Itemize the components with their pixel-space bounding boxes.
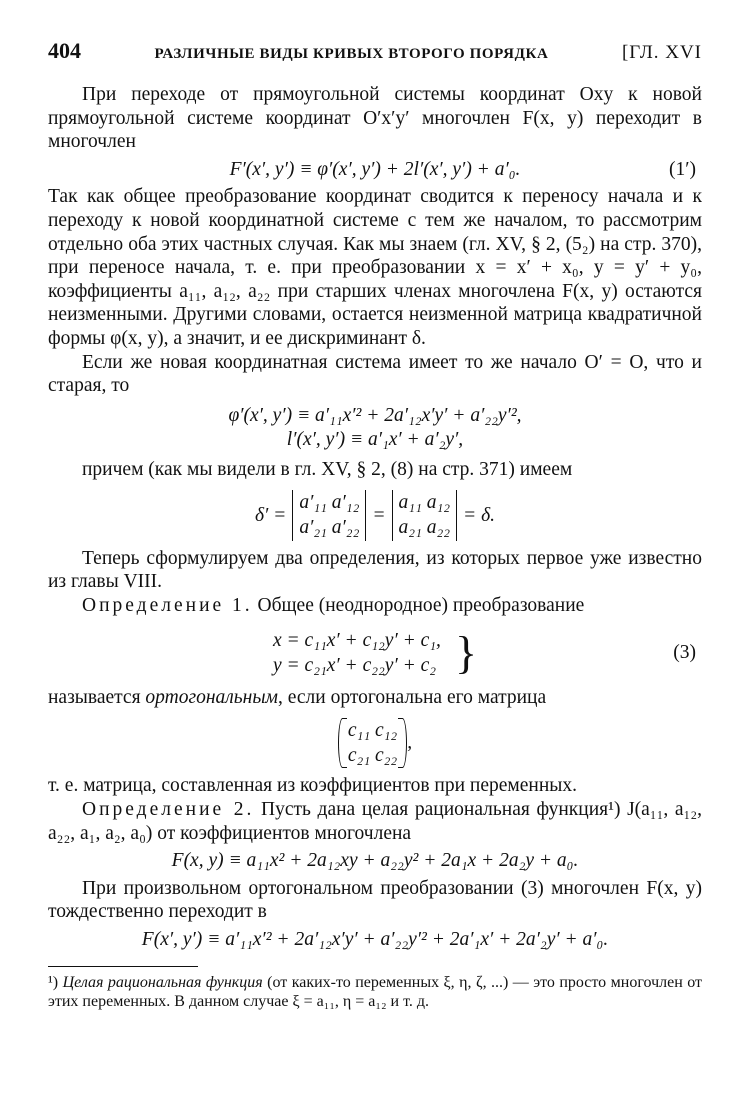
paragraph-3: Если же новая координатная система имеет то же начало O′ = O, что и старая, то (48, 351, 702, 397)
equation-2-line-2: l′(x′, y′) ≡ a′₁x′ + a′₂y′, (286, 429, 464, 451)
system-brace: } (454, 626, 478, 678)
footnote-divider (48, 966, 198, 967)
paragraph-5: Теперь сформулируем два определения, из которых первое уже известно из главы VIII. (48, 547, 702, 593)
determinant-right: = δ. (463, 504, 496, 526)
definition-2-text: Пусть дана целая рациональная функция¹) J(a₁₁, a₁₂, a₂₂, a₁, a₂, a₀) от коэффициентов многочлена (48, 799, 703, 844)
chapter-reference: [ГЛ. XVI (621, 42, 702, 63)
page-header (48, 38, 702, 65)
determinant-new (292, 490, 366, 541)
determinant-old (392, 490, 458, 541)
equation-5 (48, 928, 702, 952)
determinant-equals: = (372, 504, 386, 526)
equation-2 (48, 404, 702, 453)
determinant-equation (48, 490, 702, 541)
determinant-old-row-1: a₁₁ a₁₂ (398, 492, 451, 514)
footnote-term: Целая рациональная функция (62, 973, 263, 991)
coefficient-matrix (48, 718, 702, 769)
determinant-new-row-1: a′₁₁ a′₁₂ (299, 492, 360, 514)
equation-4 (48, 849, 702, 873)
footnote-text: (от каких-то переменных ξ, η, ζ, ...) — это просто многочлен от этих переменных. В данном случае ξ = a₁₁, η = a₁₂ и т. д. (48, 973, 702, 1011)
page-number: 404 (48, 38, 81, 63)
determinant-old-row-2: a₂₁ a₂₂ (398, 517, 451, 539)
transformation-system (48, 628, 702, 679)
system-line-2: y = c₂₁x′ + c₂₂y′ + c₂ (272, 654, 437, 676)
matrix-parentheses (338, 718, 407, 769)
running-head: РАЗЛИЧНЫЕ ВИДЫ КРИВЫХ ВТОРОГО ПОРЯДКА (154, 46, 549, 62)
definition-2-label: Определение 2. (82, 799, 255, 821)
equation-4-text: F(x, y) ≡ a₁₁x² + 2a₁₂xy + a₂₂y² + 2a₁x + 2a₂y + a₀. (171, 850, 579, 872)
equation-1-number: (1′) (668, 158, 696, 180)
system-lines (273, 628, 441, 679)
determinant-new-row-2: a′₂₁ a′₂₂ (299, 517, 360, 539)
system-number: (3) (673, 642, 696, 664)
matrix-comma: , (407, 732, 413, 754)
equation-1-text: F′(x′, y′) ≡ φ′(x′, y′) + 2l′(x′, y′) + a′₀. (229, 158, 521, 180)
paragraph-6-end: , если ортогональна его матрица (277, 687, 547, 709)
paragraph-4: причем (как мы видели в гл. XV, § 2, (8) на стр. 371) имеем (82, 459, 573, 481)
definition-2 (48, 798, 702, 845)
paragraph-6-start: называется (48, 687, 146, 709)
determinant-left: δ′ = (254, 504, 287, 526)
paragraph-2: Так как общее преобразование координат сводится к переносу начала и к переходу к новой координатной системе с тем же началом, то рассмотрим отдельно оба этих частных случая. Как мы знаем (гл. XV, § 2, (5₂) на стр. 370), при переносе начала, т. е. при преобразовании x = x′ + x₀, y = y′ + y₀, коэффициенты a₁₁, a₁₂, a₂₂ при старших членах многочлена F(x, y) остаются неизменными. Другими словами, остается неизменной матрица квадратичной формы φ(x, y), а значит, и ее дискриминант δ. (48, 186, 702, 349)
matrix-row-1: c₁₁ c₁₂ (347, 719, 398, 741)
orthogonal-term: ортогональным (145, 687, 278, 709)
equation-1 (48, 158, 702, 182)
definition-1-text: Общее (неоднородное) преобразование (257, 594, 585, 616)
footnote (48, 973, 702, 1012)
equation-2-line-1: φ′(x′, y′) ≡ a′₁₁x′² + 2a′₁₂x′y′ + a′₂₂y′², (228, 404, 522, 426)
matrix-row-2: c₂₁ c₂₂ (347, 745, 398, 767)
definition-1 (48, 594, 702, 618)
paragraph-8: При произвольном ортогональном преобразовании (3) многочлен F(x, y) тождественно переходит в (48, 877, 702, 923)
paragraph-6 (48, 686, 702, 710)
equation-5-text: F(x′, y′) ≡ a′₁₁x′² + 2a′₁₂x′y′ + a′₂₂y′² + 2a′₁x′ + 2a′₂y′ + a′₀. (141, 929, 609, 951)
paragraph-1: При переходе от прямоугольной системы координат Oxy к новой прямоугольной системе координат O′x′y′ многочлен F(x, y) переходит в многочлен (48, 83, 702, 153)
paragraph-7: т. е. матрица, составленная из коэффициентов при переменных. (48, 775, 577, 797)
definition-1-label: Определение 1. (82, 594, 253, 616)
system-line-1: x = c₁₁x′ + c₁₂y′ + c₁, (272, 629, 441, 651)
footnote-marker: ¹) (48, 973, 63, 991)
